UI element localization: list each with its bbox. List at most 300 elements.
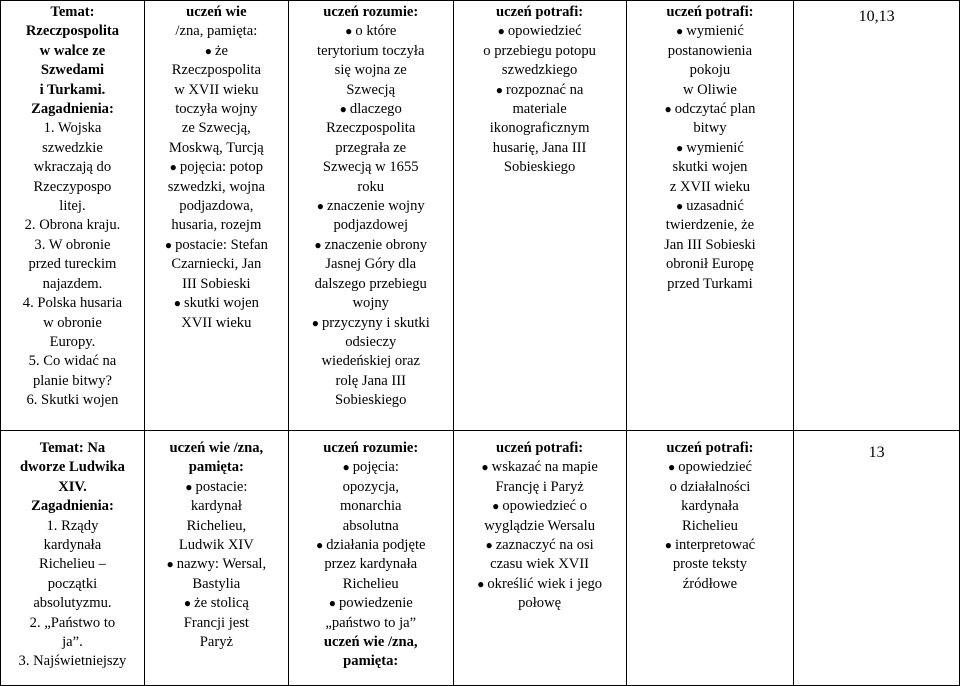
text-line	[149, 633, 284, 652]
text-line	[293, 178, 449, 197]
text-line	[5, 652, 140, 671]
line-text: że	[214, 42, 228, 59]
text-line	[149, 275, 284, 294]
bullet-icon: ●	[676, 140, 684, 155]
line-text: Temat: Na	[39, 440, 106, 456]
bullet-icon: ●	[495, 82, 504, 97]
text-line	[5, 614, 140, 633]
line-text: przyczyny i skutki	[321, 314, 430, 331]
heading-line	[5, 478, 140, 497]
line-text: postanowienia	[667, 42, 753, 59]
line-text: odsieczy	[345, 333, 397, 350]
text-line	[149, 575, 284, 594]
text-line	[631, 119, 790, 138]
text-line	[458, 497, 622, 516]
text-line	[5, 236, 140, 255]
line-text: uczeń wie	[186, 4, 247, 20]
knows-cell	[144, 431, 288, 686]
text-line	[5, 536, 140, 555]
topic-cell	[1, 1, 145, 431]
line-text: pamięta:	[188, 459, 244, 476]
text-line	[5, 372, 140, 391]
line-text: pokoju	[689, 62, 731, 79]
text-line	[149, 100, 284, 119]
text-line	[631, 216, 790, 235]
line-text: wkraczają do	[33, 159, 112, 176]
line-text: absolutna	[342, 517, 399, 534]
heading-line	[293, 3, 449, 22]
line-text: 4. Polska husaria	[22, 295, 123, 312]
line-text: w Oliwie	[682, 81, 737, 98]
bullet-icon: ●	[497, 24, 505, 39]
text-line	[5, 178, 140, 197]
line-text: terytorium toczyła	[317, 42, 425, 59]
text-line	[293, 255, 449, 274]
text-line	[458, 458, 622, 477]
line-text: pojęcia:	[352, 459, 399, 476]
bullet-icon: ●	[164, 237, 173, 252]
line-text: Europy.	[49, 333, 96, 350]
line-text: Bastylia	[192, 575, 241, 592]
line-text: uzasadnić	[686, 198, 744, 215]
text-line	[293, 555, 449, 574]
line-text: w obronie	[43, 314, 102, 331]
text-line	[293, 42, 449, 61]
line-text: Szwedami	[40, 62, 105, 79]
line-text: wyglądzie Wersalu	[484, 517, 596, 534]
bullet-icon: ●	[676, 199, 684, 214]
text-line	[293, 197, 449, 216]
line-text: pamięta:	[343, 653, 399, 670]
text-line	[631, 61, 790, 80]
text-line	[5, 294, 140, 313]
bullet-icon: ●	[481, 460, 489, 475]
text-line	[293, 352, 449, 371]
text-line	[458, 119, 622, 138]
line-text: husaria, rozejm	[171, 217, 262, 234]
bullet-icon: ●	[676, 24, 684, 39]
line-text: Paryż	[199, 634, 233, 651]
hours-value: 10,13	[858, 8, 895, 25]
text-line	[458, 139, 622, 158]
text-line	[631, 42, 790, 61]
text-line	[149, 517, 284, 536]
line-text: 2. Obrona kraju.	[24, 217, 121, 234]
bullet-icon: ●	[316, 199, 325, 214]
line-text: że stolicą	[194, 595, 249, 612]
line-text: określić wiek i jego	[487, 575, 603, 592]
line-text: szwedzki, wojna	[167, 178, 265, 195]
understands-cell	[288, 431, 453, 686]
line-text: znaczenie wojny	[327, 198, 425, 215]
bullet-icon: ●	[342, 460, 350, 475]
bullet-icon: ●	[485, 538, 493, 553]
text-line	[149, 22, 284, 41]
text-line	[5, 197, 140, 216]
text-line	[149, 497, 284, 516]
text-line	[631, 517, 790, 536]
text-line	[149, 555, 284, 574]
bullet-icon: ●	[345, 24, 353, 39]
line-text: Jan III Sobieski	[664, 236, 756, 253]
line-text: skutki wojen	[183, 295, 259, 312]
line-text: uczeń potrafi:	[496, 440, 584, 456]
text-line	[5, 575, 140, 594]
line-text: najazdem.	[42, 275, 103, 292]
heading-line	[5, 81, 140, 100]
line-text: znaczenie obrony	[324, 236, 428, 253]
hours-cell	[794, 431, 960, 686]
text-line	[458, 81, 622, 100]
line-text: 3. W obronie	[34, 236, 111, 253]
line-text: podjazdowa,	[179, 198, 254, 215]
text-line	[293, 614, 449, 633]
line-text: Sobieskiego	[503, 159, 576, 176]
text-line	[631, 236, 790, 255]
text-line	[149, 81, 284, 100]
text-line	[293, 236, 449, 255]
text-line	[149, 314, 284, 333]
text-line	[149, 119, 284, 138]
line-text: o które	[355, 23, 397, 40]
text-line	[149, 255, 284, 274]
text-line	[293, 22, 449, 41]
text-line	[293, 119, 449, 138]
text-line	[631, 536, 790, 555]
line-text: opowiedzieć	[507, 23, 582, 40]
bullet-icon: ●	[173, 296, 181, 311]
table-row	[1, 431, 960, 686]
heading-line	[5, 458, 140, 477]
line-text: kardynał	[190, 498, 242, 515]
line-text: ja”.	[62, 634, 83, 651]
line-text: połowę	[518, 595, 562, 612]
line-text: opowiedzieć o	[502, 498, 588, 515]
line-text: monarchia	[339, 498, 402, 515]
line-text: w XVII wieku	[174, 81, 259, 98]
bullet-icon: ●	[477, 576, 485, 591]
heading-line	[293, 633, 449, 652]
line-text: skutki wojen	[672, 159, 748, 176]
line-text: w walce ze	[39, 42, 106, 59]
text-line	[458, 22, 622, 41]
line-text: 6. Skutki wojen	[26, 392, 119, 409]
text-line	[631, 197, 790, 216]
line-text: Czarniecki, Jan	[171, 256, 262, 273]
text-line	[5, 633, 140, 652]
line-text: planie bitwy?	[32, 372, 112, 389]
line-text: opowiedzieć	[678, 459, 752, 476]
text-line	[293, 458, 449, 477]
heading-line	[5, 22, 140, 41]
text-line	[5, 275, 140, 294]
line-text: dlaczego	[349, 101, 402, 118]
text-line	[631, 275, 790, 294]
line-text: Francję i Paryż	[495, 478, 584, 495]
text-line	[293, 139, 449, 158]
line-text: III Sobieski	[182, 275, 251, 292]
text-line	[149, 478, 284, 497]
text-line	[293, 100, 449, 119]
line-text: litej.	[59, 198, 86, 215]
text-line	[631, 555, 790, 574]
bullet-icon: ●	[169, 160, 177, 175]
text-line	[5, 119, 140, 138]
line-text: materiale	[512, 101, 567, 118]
heading-line	[149, 3, 284, 22]
text-line	[293, 372, 449, 391]
line-text: uczeń rozumie:	[323, 4, 419, 20]
line-text: bitwy	[693, 120, 727, 137]
text-line	[5, 314, 140, 333]
line-text: 1. Rządy	[46, 517, 99, 534]
text-line	[631, 478, 790, 497]
text-line	[5, 594, 140, 613]
text-line	[631, 255, 790, 274]
line-text: początki	[47, 575, 98, 592]
line-text: Francji jest	[183, 614, 249, 631]
line-text: podjazdowej	[333, 217, 409, 234]
line-text: wymienić	[686, 23, 744, 40]
line-text: Sobieskiego	[335, 392, 407, 409]
line-text: źródłowe	[682, 575, 738, 592]
line-text: nazwy: Wersal,	[176, 556, 267, 573]
text-line	[149, 536, 284, 555]
line-text: odczytać plan	[674, 101, 756, 118]
text-line	[149, 594, 284, 613]
text-line	[149, 236, 284, 255]
line-text: rozpoznać na	[506, 81, 584, 98]
line-text: postacie:	[195, 478, 248, 495]
text-line	[631, 81, 790, 100]
line-text: Szwecją	[346, 81, 396, 98]
text-line	[458, 42, 622, 61]
line-text: Zagadnienia:	[31, 498, 114, 515]
line-text: powiedzenie	[338, 595, 413, 612]
line-text: wymienić	[686, 139, 744, 156]
text-line	[293, 478, 449, 497]
line-text: Richelieu –	[39, 556, 106, 573]
understands-cell	[288, 1, 453, 431]
line-text: Rzeczpospolita	[25, 23, 120, 40]
bullet-icon: ●	[315, 538, 324, 553]
text-line	[293, 594, 449, 613]
text-line	[458, 594, 622, 613]
bullet-icon: ●	[311, 315, 319, 330]
line-text: 2. „Państwo to	[29, 614, 116, 631]
line-text: o przebiegu potopu	[483, 42, 596, 59]
heading-line	[149, 458, 284, 477]
line-text: 5. Co widać na	[28, 353, 117, 370]
heading-line	[458, 439, 622, 458]
text-line	[293, 158, 449, 177]
text-line	[5, 333, 140, 352]
line-text: twierdzenie, że	[665, 217, 755, 234]
line-text: uczeń potrafi:	[666, 4, 754, 20]
text-line	[149, 178, 284, 197]
line-text: obronił Europę	[665, 256, 754, 273]
line-text: Szwecją w 1655	[322, 159, 419, 176]
line-text: pojęcia: potop	[179, 159, 264, 176]
line-text: ze Szwecją,	[181, 120, 251, 137]
line-text: rolę Jana III	[335, 372, 406, 389]
line-text: toczyła wojny	[175, 101, 258, 118]
line-text: husarię, Jana III	[492, 139, 587, 156]
text-line	[293, 61, 449, 80]
knows-cell	[144, 1, 288, 431]
hours-cell	[794, 1, 960, 431]
text-line	[5, 391, 140, 410]
text-line	[293, 294, 449, 313]
text-line	[293, 517, 449, 536]
line-text: postacie: Stefan	[175, 236, 268, 253]
bullet-icon: ●	[664, 538, 672, 553]
text-line	[631, 497, 790, 516]
line-text: Jasnej Góry dla	[325, 256, 417, 273]
text-line	[5, 139, 140, 158]
text-line	[631, 458, 790, 477]
heading-line	[631, 439, 790, 458]
bullet-icon: ●	[339, 102, 347, 117]
text-line	[5, 255, 140, 274]
text-line	[5, 158, 140, 177]
line-text: XVII wieku	[181, 314, 252, 331]
heading-line	[631, 3, 790, 22]
text-line	[149, 139, 284, 158]
line-text: absolutyzmu.	[33, 595, 112, 612]
line-text: Richelieu,	[186, 517, 247, 534]
line-text: Moskwą, Turcją	[168, 139, 264, 156]
line-text: czasu wiek XVII	[490, 556, 590, 573]
line-text: uczeń wie /zna,	[323, 634, 418, 651]
bullet-icon: ●	[185, 479, 193, 494]
text-line	[631, 100, 790, 119]
line-text: 1. Wojska	[43, 120, 102, 137]
bullet-icon: ●	[664, 102, 672, 117]
line-text: wskazać na mapie	[491, 459, 598, 476]
bullet-icon: ●	[667, 460, 676, 475]
text-line	[293, 497, 449, 516]
line-text: Rzeczpospolita	[171, 62, 261, 79]
bullet-icon: ●	[328, 596, 336, 611]
text-line	[5, 517, 140, 536]
line-text: i Turkami.	[39, 81, 106, 98]
text-line	[631, 158, 790, 177]
bullet-icon: ●	[183, 596, 192, 611]
text-line	[631, 22, 790, 41]
line-text: interpretować	[674, 537, 756, 554]
heading-line	[458, 3, 622, 22]
heading-line	[5, 42, 140, 61]
line-text: uczeń potrafi:	[666, 440, 754, 456]
line-text: Richelieu	[681, 517, 738, 534]
text-line	[458, 478, 622, 497]
text-line	[458, 158, 622, 177]
line-text: Temat:	[50, 4, 95, 20]
line-text: uczeń wie /zna,	[169, 440, 264, 456]
text-line	[149, 614, 284, 633]
text-line	[458, 555, 622, 574]
line-text: Rzeczypospo	[33, 178, 112, 195]
text-line	[458, 61, 622, 80]
line-text: uczeń rozumie:	[323, 440, 419, 456]
line-text: szwedzkie	[42, 139, 103, 156]
text-line	[293, 275, 449, 294]
text-line	[293, 333, 449, 352]
heading-line	[5, 497, 140, 516]
line-text: dalszego przebiegu	[314, 275, 427, 292]
text-line	[293, 314, 449, 333]
line-text: przed Turkami	[667, 275, 753, 292]
heading-line	[293, 652, 449, 671]
line-text: 3. Najświetniejszy	[18, 653, 127, 670]
text-line	[458, 536, 622, 555]
can-cell	[453, 431, 626, 686]
heading-line	[5, 100, 140, 119]
line-text: zaznaczyć na osi	[495, 537, 594, 554]
text-line	[149, 61, 284, 80]
text-line	[631, 178, 790, 197]
text-line	[149, 294, 284, 313]
can-extended-cell	[626, 431, 794, 686]
text-line	[293, 216, 449, 235]
text-line	[293, 81, 449, 100]
line-text: roku	[357, 178, 385, 195]
line-text: „państwo to ja”	[325, 614, 417, 631]
line-text: dworze Ludwika	[19, 459, 125, 476]
topic-cell	[1, 431, 145, 686]
bullet-icon: ●	[166, 557, 174, 572]
text-line	[631, 139, 790, 158]
line-text: ikonograficznym	[489, 120, 590, 137]
heading-line	[149, 439, 284, 458]
line-text: /zna, pamięta:	[175, 23, 258, 40]
text-line	[149, 216, 284, 235]
bullet-icon: ●	[492, 499, 500, 514]
line-text: działania podjęte	[326, 537, 426, 554]
line-text: opozycja,	[342, 478, 399, 495]
text-line	[149, 158, 284, 177]
text-line	[149, 197, 284, 216]
line-text: Richelieu	[342, 575, 399, 592]
heading-line	[5, 439, 140, 458]
line-text: Zagadnienia:	[31, 101, 114, 118]
text-line	[293, 575, 449, 594]
text-line	[5, 555, 140, 574]
text-line	[5, 216, 140, 235]
can-extended-cell	[626, 1, 794, 431]
line-text: XIV.	[58, 478, 87, 495]
table-row	[1, 1, 960, 431]
line-text: kardynała	[43, 537, 102, 554]
text-line	[293, 391, 449, 410]
hours-value: 13	[868, 444, 885, 461]
bullet-icon: ●	[204, 43, 212, 58]
line-text: szwedzkiego	[501, 62, 578, 79]
heading-line	[5, 3, 140, 22]
bullet-icon: ●	[314, 237, 322, 252]
heading-line	[5, 61, 140, 80]
line-text: się wojna ze	[334, 62, 407, 79]
heading-line	[293, 439, 449, 458]
line-text: o działalności	[669, 478, 751, 495]
text-line	[293, 536, 449, 555]
line-text: uczeń potrafi:	[496, 4, 584, 20]
line-text: Ludwik XIV	[178, 537, 254, 554]
line-text: kardynała	[681, 498, 739, 515]
text-line	[458, 575, 622, 594]
text-line	[458, 517, 622, 536]
